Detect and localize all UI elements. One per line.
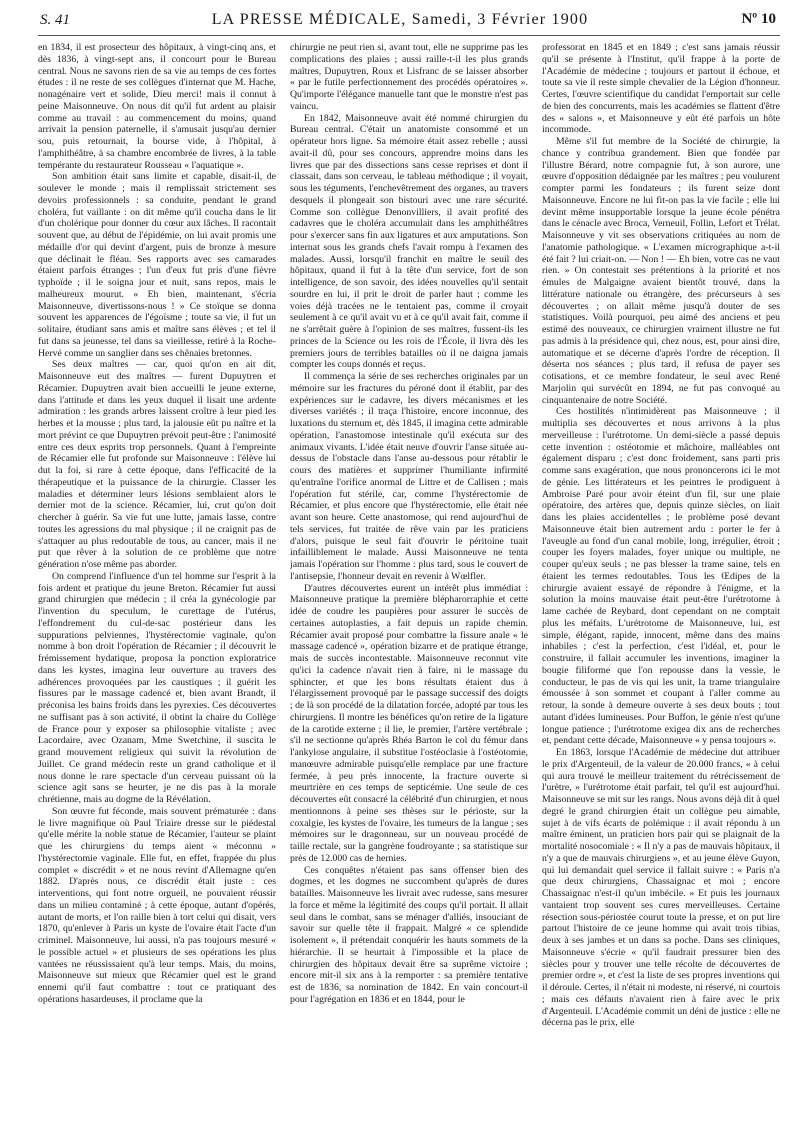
paragraph: Même s'il fut membre de la Société de chirurgie, la chance y contribua grandement. Bien que fondée par l'illustre Bérard, notre compagnie fut, à son aurore, une œuvre d'opposition dédaignée par les maîtres ; peu voulurent compter parmi les fondateurs ; ils furent seize dont Maisonneuve. Encore ne lui fit-on pas la vie facile ; elle lui devint même insupportable lorsque la jeune école pénétra dans le cénacle avec Broca, Verneuil, Follin, Lefort et Trélat. Maisonneuve y vit ses observations critiquées au nom de l'anatomie pathologique. « L'examen micrographique a-t-il été fait ? lui criait-on. — Non ! — Eh bien, votre cas ne vaut rien. » On contestait ses prétentions à la priorité et nos émules de Malgaigne avaient bientôt trouvé, dans la littérature nationale ou étrangère, des précurseurs à ses découvertes ; on allait même jusqu'à douter de ses statistiques. Voilà pourquoi, peu aimé des anciens et peu estimé des nouveaux, ce chirurgien vraiment illustre ne fut pas admis à la présidence qui, chez nous, est, pour ainsi dire, automatique et se décerne d'après l'ordre de réception. Il déserta nos séances ; plus tard, il refusa de payer ses cotisations, et ce membre fondateur, le seul avec René Marjolin qui survécût en 1894, ne fut pas convoqué au cinquantenaire de notre Société.	[542, 136, 780, 406]
paragraph: Ces conquêtes n'étaient pas sans offenser bien des dogmes, et les dogmes ne succombent qu'après de dures batailles. Maisonneuve les livrait avec rudesse, sans mesurer la force et même la légitimité des coups qu'il portait. Il allait seul dans le combat, sans se ménager d'alliés, insouciant de savoir sur quelle tête il frappait. Malgré « ce splendide isolement », il prétendait conquérir les hauts sommets de la hiérarchie. Il se heurtait à l'impossible et la place de chirurgien des hôpitaux devait être sa suprême victoire ; encore mit-il six ans à la remporter : sa première tentative est de 1836, sa nomination de 1842. En vain concourt-il pour l'agrégation en 1836 et en 1844, pour le	[290, 864, 528, 1005]
issue-number: Nº 10	[741, 11, 776, 27]
paragraph: En 1863, lorsque l'Académie de médecine dut attribuer le prix d'Argenteuil, de la valeur de 20.000 francs, « à celui qui aura trouvé le meilleur traitement du rétrécissement de l'urètre, » l'urétrotome était parfait, tel qu'il est aujourd'hui. Maisonneuve se mit sur les rangs. Nous avons déjà dit à quel degré le grand chirurgien était un collègue peu aimable, sujet à de vifs écarts de polémique : il avait répondu à un maître éminent, un praticien hors pair qui se plaignait de la mortalité nosocomiale : « Il n'y a pas de mauvais hôpitaux, il n'y a que de mauvais chirurgiens », et au jeune élève Guyon, qui lui demandait quel service il fallait suivre : « Paris n'a que deux chirurgiens, Chassaignac et moi ; encore Chassaignac n'est-il qu'un imbécile. » Et puis les journaux vantaient trop souvent ses cures merveilleuses. Certaine résection sous-périostée courut toute la presse, et on put lire partout l'histoire de ce jeune homme qui avait trois tibias, deux à ses jambes et un dans sa poche. Dans ses cliniques, Maisonneuve s'écrie « qu'il faudrait pressurer bien des siècles pour y trouver une telle récolte de découvertes de premier ordre », et c'est la liste de ses propres inventions qui il déroule. Certes, il n'était ni modeste, ni réservé, ni courtois ; mais ces défauts n'avaient rien à faire avec le prix d'Argenteuil. L'Académie commit un déni de justice : elle ne décerna pas le prix, elle	[542, 747, 780, 1029]
paragraph: chirurgie ne peut rien si, avant tout, elle ne supprime pas les complications des plaies ; aussi raille-t-il les plus grands maîtres, Dupuytren, Roux et Lisfranc de se laisser absorber « par le futile perfectionnement des procédés opératoires ». Qu'importe l'élégance manuelle tant que le monstre n'est pas vaincu.	[290, 42, 528, 112]
column-3	[542, 42, 780, 1138]
paragraph: Ses deux maîtres — car, quoi qu'on en ait dit, Maisonneuve eut des maîtres — furent Dupuytren et Récamier. Dupuytren avait bien accueilli le jeune externe, dans l'attitude et dans les yeux duquel il lisait une ardente admiration : les grands arbres laissent croître à leur pied les herbes et la mousse ; plus tard, la jalousie eût pu naître et la mort prévint ce que Dupuytren prévoit peut-être : l'animosité entre ces deux esprits trop personnels. Quant à l'empreinte de Récamier elle fut profonde sur Maisonneuve : l'élève lui dut la foi, si rare à cette époque, dans l'efficacité de la thérapeutique et la puissance de la chirurgie. Classer les maladies et déterminer leurs lésions semblaient alors le dernier mot de la science. Récamier, lui, crut qu'on doit chercher à guérir. Sa vie fut une lutte, jamais lasse, contre toutes les agressions du mal physique ; il ne craignit pas de s'attaquer au plus redoutable de tous, au cancer, mais il ne put que rêver à la solution de ce problème que notre génération n'ose même pas aborder.	[38, 359, 276, 570]
paragraph: En 1842, Maisonneuve avait été nommé chirurgien du Bureau central. C'était un anatomiste consommé et un opérateur hors ligne. Sa mémoire était assez rebelle ; aussi avait-il dû, pour ses concours, apprendre moins dans les livres que par des dissections sans cesse reprises et dont il classait, dans son cerveau, le tableau méthodique ; il voyait, sous les téguments, l'enchevêtrement des organes, au travers desquels il plongeait son bistouri avec une rare sécurité. Comme son collègue Denonvilliers, il avait profité des cadavres que le choléra accumulait dans les amphithéâtres pour s'exercer sans fin aux ligatures et aux amputations. Son internat sous les grands chefs l'avait rompu à l'examen des malades. Aussi, lorsqu'il franchit en maître le seuil des hôpitaux, quand il fut à la tête d'un service, fort de son intelligence, de son savoir, des idées nouvelles qu'il sentait sourdre en lui, il prit le droit de parler haut ; comme les voies déjà tracées ne le tentaient pas, comme il croyait seulement à ce qu'il avait vu et à ce qu'il avait fait, comme il ne s'arrêtait guère à l'opinion de ses maîtres, fussent-ils les princes de la Science ou les rois de l'École, il livra dès les premiers jours de terribles batailles où il ne daigna jamais compter les coups donnés et reçus.	[290, 112, 528, 371]
newspaper-title: LA PRESSE MÉDICALE, Samedi, 3 Février 1900	[211, 11, 589, 28]
article-columns	[38, 42, 780, 1138]
paragraph: en 1834, il est prosecteur des hôpitaux, à vingt-cinq ans, et dès 1836, à vingt-sept ans, il concourt pour le Bureau central. Nous ne savons rien de sa vie au temps de ces fortes études : il ne reste de ses collègues d'internat que M. Hache, nonagénaire vert et solide, Dieu merci! mais il connut à peine Maisonneuve. On nous dit qu'il fut ardent au plaisir comme au travail : au commencement du moins, quand arrivait la pension paternelle, il s'amusait jusqu'au dernier sou, puis retournait, la bourse vide, à l'hôpital, à l'amphithéâtre, à sa chambre encombrée de livres, à la table tempérante du restaurateur Rousseau « l'aquatique ».	[38, 42, 276, 171]
page-header	[0, 0, 800, 40]
page-number: S. 41	[40, 12, 70, 28]
column-1	[38, 42, 276, 1138]
paragraph: Son ambition était sans limite et capable, disait-il, de soulever le monde ; mais il remplissait strictement ses devoirs professionnels : sa conduite, pendant le grand choléra, fut vaillante : on dit même qu'il coucha dans le lit d'un cholérique pour donner du cœur aux lâches. Il racontait souvent que, au début de l'épidémie, on lui avait promis une médaille d'or qui devint d'argent, puis de bronze à mesure que déclinait le fléau. Ses rapports avec ses camarades étaient parfois étranges ; l'un d'eux fut pris d'une fièvre typhoïde ; il le soigna jour et nuit, sans repos, mais le malheureux mourut. « Eh bien, maintenant, s'écria Maisonneuve, divertissons-nous ! » Ce stoïque se donna souvent les apparences de l'égoïsme ; toute sa vie, il fut un solitaire, étudiant sans amis et maître sans élèves ; et tel il fut dans sa jeunesse, tel dans sa vieillesse, retiré à la Roche-Hervé comme un sanglier dans ses chênaies bretonnes.	[38, 171, 276, 359]
paragraph: Ces hostilités n'intimidèrent pas Maisonneuve ; il multiplia ses découvertes et nous arrivons à la plus merveilleuse : l'urétrotome. Un demi-siècle a passé depuis cette invention : ostéotomie et mâchoire, malléables ont également disparu ; c'est donc froidement, sans parti pris comme sans exagération, que nous prononcerons ici le mot de génie. Les littérateurs et les peintres le prodiguent à Ambroise Paré pour avoir éteint d'un fil, sur une plaie opératoire, des artères que, depuis quinze siècles, on liait dans les plaies accidentelles ; le problème posé devant Maisonneuve était bien autrement ardu : porter le fer à l'aveugle au fond d'un canal mobile, long, irrégulier, étroit ; couper les foyers malades, foyer unique ou multiple, ne couper qu'eux seuls ; ne pas blesser la trame saine, tels en étaient les termes redoutables. Tous les Œdipes de la chirurgie avaient essayé de répondre à l'énigme, et la solution la moins mauvaise était peut-être l'urétrotome à lame cachée de Reybard, dont cependant on ne comptait plus les méfaits. L'urétrotome de Maisonneuve, lui, est simple, élégant, rapide, innocent, même dans des mains inhabiles ; c'est la perfection, c'est l'idéal, et, pour le construire, il fallait accumuler les inventions, imaginer la bougie filiforme que l'on repousse dans la vessie, le conducteur, le pas de vis qui les unit, la trame triangulaire émoussée à son sommet et coupant à l'aller comme au retour, la sonde à demeure ouverte à ses deux bouts ; tout autant d'idées lumineuses. Pour Buffon, le génie n'est qu'une longue patience ; l'urétrotome exigea dix ans de recherches et, pendant cette décade, Maisonneuve « y pensa toujours ».	[542, 406, 780, 747]
paragraph: professorat en 1845 et en 1849 ; c'est sans jamais réussir qu'il se présente à l'Institut, qu'il frappe à la porte de l'Académie de médecine ; toujours et partout il échoue, et toute sa vie il reste simple chevalier de la Légion d'honneur. Certes, l'œuvre scientifique du candidat l'emportait sur celle de bien des concurrents, mais les académies se flattent d'être des « salons », et Maisonneuve y eût été parfois un hôte incommode.	[542, 42, 780, 136]
column-2	[290, 42, 528, 1138]
paragraph: Il commença la série de ses recherches originales par un mémoire sur les fractures du péroné dont il établit, par des expériences sur le cadavre, les divers mécanismes et les diverses variétés ; il traça l'histoire, encore inconnue, des luxations du sternum et, dès 1845, il imagina cette admirable opération, l'anastomose intestinale qu'il exécuta sur des animaux vivants. L'idée était neuve d'ouvrir l'anse située au-dessus de l'obstacle dans l'anse au-dessous pour rétablir le cours des matières et supprimer l'humiliante infirmité qu'entraîne l'orifice anormal de Littre et de Callisen ; mais l'opération fut stérile, car, comme l'hystérectomie de Récamier, et plus encore que l'hystérectomie, elle était née avant son heure. Cette anastomose, qui rend aujourd'hui de tels services, fut traitée de rêve vain par les praticiens d'alors, puisque le seul fait d'ouvrir le péritoine tuait infailliblement le malade. Aussi Maisonneuve ne tenta jamais l'opération sur l'homme : plus tard, sous le couvert de l'antisepsie, l'honneur devait en revenir à Wœlfler.	[290, 371, 528, 582]
paragraph: Son œuvre fut féconde, mais souvent prématurée : dans le livre magnifique où Paul Triaire dresse sur le piédestal qu'elle mérite la noble statue de Récamier, l'auteur se plaint que les chirurgiens du temps aient « méconnu » l'hystérectomie vaginale. Elle fut, en effet, frappée du plus complet « discrédit » et ne nous revint d'Allemagne qu'en 1882. D'après nous, ce discrédit était juste : ces interventions, qui font notre orgueil, ne pouvaient réussir dans un milieu contaminé ; à cette époque, autant d'opérés, autant de morts, et l'on raille bien à tort celui qui disait, vers 1870, qu'enlever à Paris un kyste de l'ovaire était l'acte d'un criminel. Maisonneuve, lui aussi, n'a pas toujours mesuré « le possible actuel » et plusieurs de ses opérations les plus vantées ne réussissaient qu'à leur temps. Mais, du moins, Maisonneuve sut mieux que Récamier quel est le grand ennemi qu'il faut combattre : tout ce pratiquant des opérations hasardeuses, il proclame que la	[38, 805, 276, 1005]
header-rule	[38, 35, 780, 36]
paragraph: On comprend l'influence d'un tel homme sur l'esprit à la fois ardent et pratique du jeune Breton. Récamier fut aussi grand chirurgien que médecin ; il créa la gynécologie par l'invention du speculum, le curettage de l'utérus, l'effondrement du cul-de-sac postérieur dans les suppurations pelviennes, l'hystérectomie vaginale, qu'on nomme à bon droit l'opération de Récamier ; il découvrit le frémissement hydatique, proposa la ponction exploratrice dans les kystes, imagina leur ouverture au travers des adhérences provoquées par les caustiques ; il guérit les fissures par le massage cadencé et, bien avant Brandt, il préconisa les bains froids dans les pyrexies. Ces découvertes ne suffisant pas à son activité, il obtint la chaire du Collège de France pour y exposer sa philosophie vitaliste ; avec Lacordaire, avec Ozanam, Mme Swetchine, il suscita le grand mouvement religieux qui suivit la révolution de Juillet. Ce grand médecin reste un grand catholique et il nous donne le rare spectacle d'un cerveau puissant où la science agit sans se heurter, je ne dis pas à la morale chrétienne, mais au dogme de la Révélation.	[38, 570, 276, 805]
paragraph: D'autres découvertes eurent un intérêt plus immédiat : Maisonneuve pratique la première blépharorraphie et cette idée de coudre les paupières pour assurer le succès de certaines autoplasties, a fait depuis un rapide chemin. Récamier avait proposé pour combattre la fissure anale « le massage cadencé », opération bizarre et de pratique étrange, mais de succès incontestable. Maisonneuve reconnut vite qu'ici la cadence n'avait rien à faire, ni le massage du sphincter, et que les bons résultats étaient dus à l'élargissement provoqué par le passage successif des doigts ; de là son procédé de la dilatation forcée, adopté par tous les chirurgiens. Il montre les bénéfices qu'on retire de la ligature de la carotide externe ; il lie, le premier, l'artère vertébrale ; s'il ne sectionne qu'après Rhéa Barton le col du fémur dans l'ankylose angulaire, il substitue l'ostéoclasie à l'ostéotomie, manœuvre admirable puisqu'elle remplace par une fracture fermée, à peu près innocente, la fracture ouverte si meurtrière en ces temps de septicémie. Une seule de ces découvertes eût consacré la célébrité d'un chirurgien, et nous mentionnons à peine ses thèses sur le périoste, sur la coxalgie, les kystes de l'ovaire, les tumeurs de la langue ; ses mémoires sur le dragonneau, sur un nouveau procédé de taille rectale, sur la gangrène foudroyante ; sa statistique sur près de 12.000 cas de hernies.	[290, 582, 528, 864]
